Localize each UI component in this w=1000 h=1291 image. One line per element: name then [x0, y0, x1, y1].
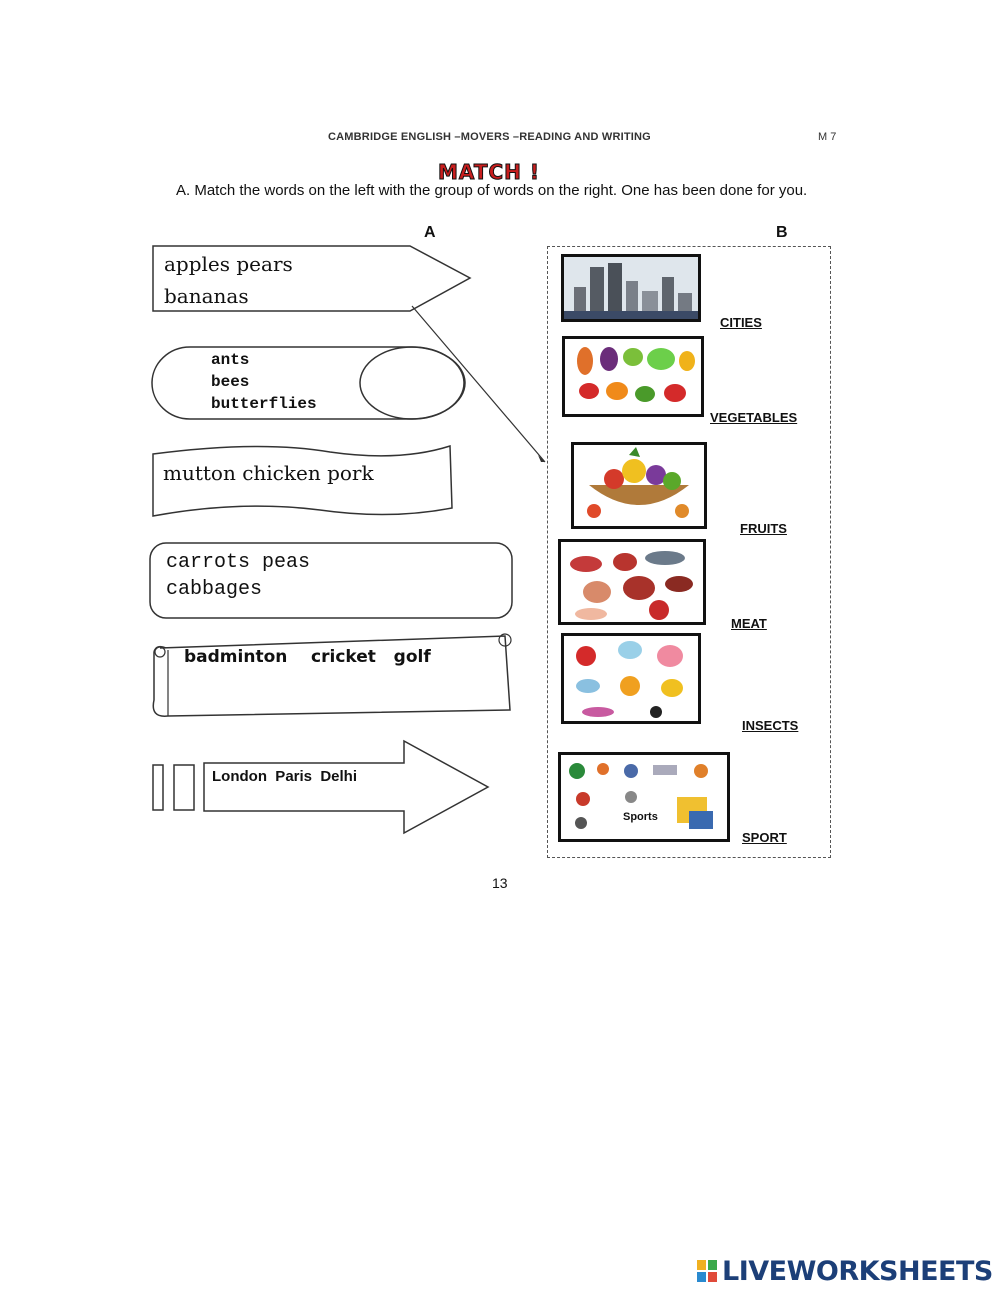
label-sport: SPORT — [742, 830, 787, 845]
sports-caption: Sports — [623, 811, 658, 823]
label-vegetables: VEGETABLES — [710, 410, 798, 425]
left-item-6-line1: London Paris Delhi — [212, 768, 358, 785]
left-item-3-line1: mutton chicken pork — [163, 461, 374, 485]
left-item-2-line2: bees — [211, 373, 250, 391]
worksheet-code: M 7 — [818, 131, 837, 143]
vegetables-icon[interactable] — [562, 336, 704, 417]
match-title: MATCH ! — [438, 160, 540, 184]
label-insects: INSECTS — [742, 718, 799, 733]
liveworksheets-logo-icon — [697, 1260, 717, 1282]
liveworksheets-brand[interactable]: LIVEWORKSHEETS — [722, 1256, 993, 1287]
label-meat: MEAT — [731, 616, 767, 631]
left-item-2-line1: ants — [211, 351, 250, 369]
left-item-1-line1: apples pears — [164, 252, 293, 276]
left-item-1-line2: bananas — [164, 284, 249, 308]
column-b-label: B — [776, 224, 788, 241]
column-a-label: A — [424, 224, 436, 241]
left-item-5-line1: badminton cricket golf — [184, 647, 431, 667]
meat-icon[interactable] — [558, 539, 706, 625]
left-item-4-line2: cabbages — [166, 578, 263, 601]
label-fruits: FRUITS — [740, 521, 787, 536]
shape-block-arrow — [204, 741, 488, 833]
page-number: 13 — [492, 875, 508, 891]
insects-icon[interactable] — [561, 633, 701, 724]
left-item-4-line1: carrots peas — [166, 551, 311, 574]
example-match-line — [412, 306, 545, 462]
worksheet-header: CAMBRIDGE ENGLISH –MOVERS –READING AND WRITING — [328, 131, 651, 143]
instructions: A. Match the words on the left with the group of words on the right. One has been done for you. — [176, 182, 808, 199]
label-cities: CITIES — [720, 315, 762, 330]
fruit-basket-icon[interactable] — [571, 442, 707, 529]
city-skyline-icon[interactable] — [561, 254, 701, 322]
left-item-2-line3: butterflies — [211, 395, 317, 413]
sports-icon[interactable] — [558, 752, 730, 842]
